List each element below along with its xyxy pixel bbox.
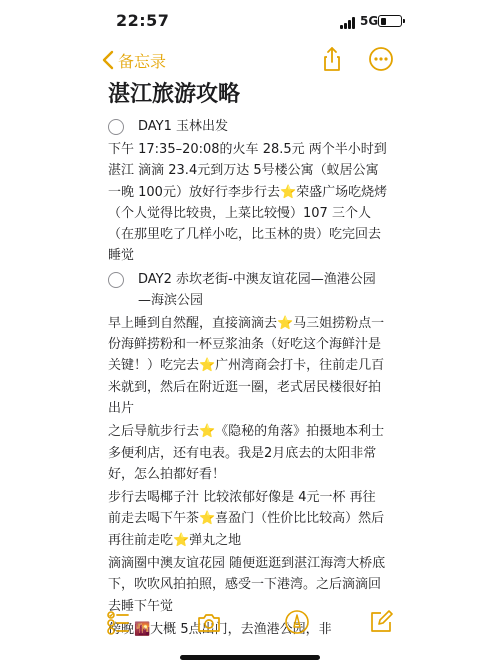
status-time: 22:57 bbox=[116, 11, 170, 30]
markup-button[interactable] bbox=[284, 609, 310, 635]
compose-button[interactable] bbox=[368, 609, 394, 635]
note-paragraph[interactable]: 之后导航步行去⭐《隐秘的角落》拍摄地本利士多便利店，还有电表。我是2月底去的太阳非常好，怎么拍都好看！ bbox=[108, 424, 385, 482]
note-paragraph[interactable]: 滴滴圈中澳友谊花园 随便逛逛到湛江海湾大桥底下，吹吹风拍拍照，感受一下港湾。之后滴滴回去睡下午觉 bbox=[108, 556, 386, 614]
share-button[interactable] bbox=[318, 45, 346, 73]
note-body[interactable] bbox=[108, 80, 388, 637]
navbar bbox=[0, 44, 500, 78]
note-paragraph[interactable]: 步行去喝椰子汁 比较浓郁好像是 4元一杯 再往前走去喝下午茶⭐喜盈门（性价比比较高）然后再往前走吃⭐弹丸之地 bbox=[108, 490, 385, 548]
pen-icon bbox=[284, 609, 310, 635]
checklist-button[interactable] bbox=[105, 609, 131, 635]
more-button[interactable] bbox=[367, 45, 395, 73]
compose-icon bbox=[368, 609, 394, 635]
back-button[interactable] bbox=[102, 48, 166, 72]
bottom-toolbar bbox=[0, 606, 500, 640]
checkbox-circle-icon[interactable] bbox=[108, 272, 124, 288]
note-paragraph[interactable]: 下午 17:35–20:08的火车 28.5元 两个半小时到湛江 滴滴 23.4元到万达 5号楼公寓（蚁居公寓一晚 100元）放好行李步行去⭐荣盛广场吃烧烤（个人觉得比较贵，上菜比较慢）107 三个人（在那里吃了几样小吃，比玉林的贵）吃完回去睡觉 bbox=[108, 142, 388, 264]
more-icon bbox=[367, 45, 395, 73]
battery-icon bbox=[378, 15, 402, 27]
camera-icon bbox=[196, 609, 222, 635]
note-paragraph[interactable]: 傍晚🌇大概 5点出门，去渔港公园，非 bbox=[108, 621, 332, 637]
status-bar bbox=[0, 0, 500, 44]
chevron-left-icon bbox=[102, 50, 114, 70]
share-icon bbox=[318, 45, 346, 73]
checklist-text[interactable]: DAY1 玉林出发 bbox=[138, 119, 229, 134]
note-paragraph[interactable]: 早上睡到自然醒，直接滴滴去⭐马三姐捞粉点一份海鲜捞粉和一杯豆浆油条（好吃这个海鲜汁是关键！）吃完去⭐广州湾商会打卡，往前走几百米就到，然后在附近逛一圈，老式居民楼很好拍出片 bbox=[108, 315, 385, 416]
camera-button[interactable] bbox=[196, 609, 222, 635]
checklist-icon bbox=[105, 609, 131, 635]
home-indicator[interactable] bbox=[180, 655, 320, 660]
checklist-item-day2 bbox=[108, 269, 388, 311]
note-title[interactable]: 湛江旅游攻略 bbox=[108, 82, 241, 107]
checkbox-circle-icon[interactable] bbox=[108, 119, 124, 135]
checklist-item-day1 bbox=[108, 116, 388, 137]
checklist-text[interactable]: DAY2 赤坎老街-中澳友谊花园—渔港公园—海滨公园 bbox=[138, 271, 376, 308]
signal-icon bbox=[340, 17, 358, 29]
network-label: 5G bbox=[360, 14, 379, 28]
back-label: 备忘录 bbox=[118, 51, 167, 71]
